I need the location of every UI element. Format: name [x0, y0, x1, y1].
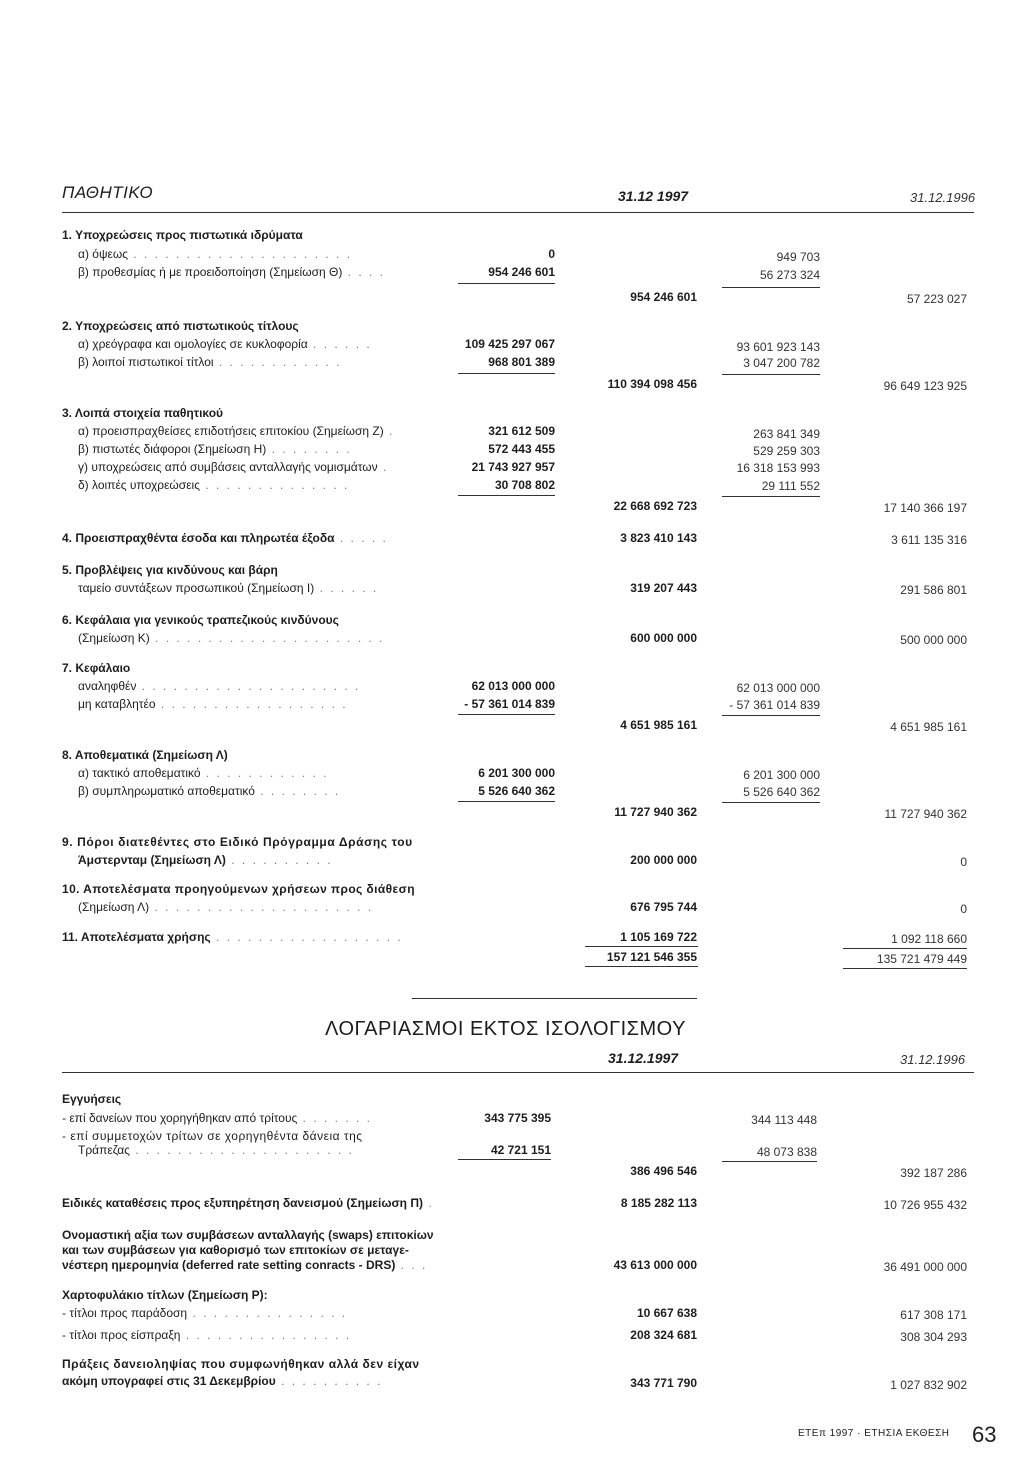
grand-double-rule-1997 — [585, 966, 698, 967]
s1-sub-rule-1996 — [722, 287, 820, 288]
section-9-title: 9. Πόροι διατεθέντες στο Ειδικό Πρόγραμμα Δράσης του — [62, 835, 413, 849]
s9-line2: Άμστερνταμ (Σημείωση Λ) . . . . . . . . . . — [78, 853, 333, 867]
footer-text: ΕΤΕπ 1997 · ΕΤΗΣΙΑ ΕΚΘΕΣΗ — [798, 1428, 950, 1439]
special-deposits-1996: 10 726 955 432 — [883, 1198, 967, 1212]
s7-total-1996: 4 651 985 161 — [890, 720, 967, 734]
portfolio-a-label: - τίτλοι προς παράδοση . . . . . . . . . . . . . . . — [62, 1306, 348, 1320]
s8-b-1996: 5 526 640 362 — [743, 785, 820, 799]
section-2-title: 2. Υποχρεώσεις από πιστωτικούς τίτλους — [62, 319, 299, 333]
s9-total-1997: 200 000 000 — [630, 853, 697, 867]
s10-line2: (Σημείωση Λ) . . . . . . . . . . . . . . . . . . . . . — [78, 900, 374, 914]
loans-1997: 343 771 790 — [630, 1376, 697, 1390]
s1-total-1996: 57 223 027 — [906, 292, 967, 306]
portfolio-a-1996: 617 308 171 — [900, 1308, 967, 1322]
guarantees-total-1997: 386 496 546 — [630, 1164, 697, 1178]
offbalance-column-header-1996: 31.12.1996 — [900, 1052, 966, 1067]
s10-total-1996: 0 — [960, 902, 967, 916]
grand-rule-1997 — [585, 946, 698, 947]
s7-b-label: μη καταβλητέο . . . . . . . . . . . . . . . . . . — [78, 697, 348, 711]
loans-line2: ακόμη υπογραφεί στις 31 Δεκεμβρίου . . . . . . . . . . — [62, 1374, 383, 1388]
s4-total-1996: 3 611 135 316 — [891, 533, 967, 547]
s2-sub-rule-1996 — [722, 374, 820, 375]
grand-total-1997: 157 121 546 355 — [606, 950, 697, 964]
s8-a-1996: 6 201 300 000 — [743, 768, 820, 782]
s1-sub-rule-1997 — [458, 283, 555, 284]
s5-total-1996: 291 586 801 — [900, 583, 967, 597]
s2-a-label: α) χρεόγραφα και ομολογίες σε κυκλοφορία . . . . . . — [78, 337, 372, 351]
guarantees-sub-rule-1996 — [722, 1161, 817, 1162]
guarantees-b-1996: 48 073 838 — [756, 1145, 817, 1159]
loans-line1: Πράξεις δανειοληψίας που συμφωνήθηκαν αλλά δεν είχαν — [62, 1357, 420, 1371]
s1-a-1996: 949 703 — [776, 250, 820, 264]
s8-b-1997: 5 526 640 362 — [478, 784, 555, 798]
section-7-title: 7. Κεφάλαιο — [62, 661, 131, 675]
s3-a-1996: 263 841 349 — [753, 427, 820, 441]
section-title-liabilities: ΠΑΘΗΤΙΚΟ — [62, 183, 154, 202]
s1-total-1997: 954 246 601 — [630, 290, 697, 304]
section-8-title: 8. Αποθεματικά (Σημείωση Λ) — [62, 748, 228, 762]
s4-total-1997: 3 823 410 143 — [620, 531, 697, 545]
guarantees-a-1996: 344 113 448 — [751, 1113, 817, 1127]
loans-1996: 1 027 832 902 — [890, 1378, 967, 1392]
portfolio-b-label: - τίτλοι προς είσπραξη . . . . . . . . . . . . . . . . — [62, 1328, 352, 1342]
s3-total-1997: 22 668 692 723 — [613, 499, 697, 513]
s3-c-1996: 16 318 153 993 — [736, 461, 820, 475]
s7-b-1996: - 57 361 014 839 — [729, 698, 820, 712]
s5-total-1997: 319 207 443 — [630, 581, 697, 595]
swaps-line3: νέστερη ημερομηνία (deferred rate setting conracts - DRS) . . . — [62, 1258, 428, 1272]
special-deposits-title: Ειδικές καταθέσεις προς εξυπηρέτηση δανεισμού (Σημείωση Π) . — [62, 1196, 434, 1210]
s7-a-1996: 62 013 000 000 — [736, 681, 820, 695]
guarantees-b-line1: - επί συμμετοχών τρίτων σε χορηγηθέντα δάνεια της — [62, 1129, 363, 1143]
s2-b-label: β) λοιποί πιστωτικοί τίτλοι . . . . . . . . . . . . — [78, 355, 342, 369]
grand-double-rule-1996 — [843, 968, 967, 969]
swaps-line2: και των συμβάσεων για καθορισμό των επιτοκίων σε μεταγε- — [62, 1243, 409, 1257]
s6-total-1996: 500 000 000 — [900, 633, 967, 647]
guarantees-b-1997: 42 721 151 — [490, 1143, 551, 1157]
section-4-title: 4. Προεισπραχθέντα έσοδα και πληρωτέα έξοδα . . . . . — [62, 531, 388, 545]
column-header-1997: 31.12 1997 — [618, 188, 689, 204]
s8-sub-rule-1997 — [458, 801, 555, 802]
s3-d-1997: 30 708 802 — [494, 478, 555, 492]
s8-a-1997: 6 201 300 000 — [478, 766, 555, 780]
s3-c-label: γ) υποχρεώσεις από συμβάσεις ανταλλαγής νομισμάτων . — [78, 460, 389, 474]
s6-total-1997: 600 000 000 — [630, 631, 697, 645]
guarantees-b-line2: Τράπεζας . . . . . . . . . . . . . . . . . . . . . — [78, 1143, 354, 1157]
s11-total-1997: 1 105 169 722 — [620, 930, 697, 944]
swaps-1997: 43 613 000 000 — [613, 1258, 697, 1272]
guarantees-title: Εγγυήσεις — [62, 1092, 122, 1106]
s2-a-1996: 93 601 923 143 — [736, 340, 820, 354]
s7-sub-rule-1996 — [722, 715, 820, 716]
offbalance-top-rule — [412, 998, 697, 999]
s7-total-1997: 4 651 985 161 — [620, 718, 697, 732]
s3-total-1996: 17 140 366 197 — [883, 501, 967, 515]
offbalance-column-header-1997: 31.12.1997 — [608, 1050, 679, 1066]
s1-b-1997: 954 246 601 — [488, 265, 555, 279]
s8-total-1997: 11 727 940 362 — [614, 805, 697, 819]
s8-total-1996: 11 727 940 362 — [884, 807, 967, 821]
s7-a-label: αναληφθέν . . . . . . . . . . . . . . . . . . . . . — [78, 679, 361, 693]
section-title-offbalance: ΛΟΓΑΡΙΑΣΜΟΙ ΕΚΤΟΣ ΙΣΟΛΟΓΙΣΜΟΥ — [325, 1018, 686, 1040]
s3-a-label: α) προεισπραχθείσες επιδοτήσεις επιτοκίου (Σημείωση Ζ) . — [78, 424, 395, 438]
s8-b-label: β) συμπληρωματικό αποθεματικό . . . . . . . . — [78, 784, 341, 798]
s1-a-label: α) όψεως . . . . . . . . . . . . . . . . . . . . . — [78, 247, 353, 261]
s1-a-1997: 0 — [548, 247, 555, 261]
s3-d-1996: 29 111 552 — [761, 479, 820, 493]
guarantees-a-1997: 343 775 395 — [484, 1111, 551, 1125]
s6-line2: (Σημείωση Κ) . . . . . . . . . . . . . . . . . . . . . . — [78, 631, 385, 645]
s2-b-1997: 968 801 389 — [488, 355, 555, 369]
column-header-1996: 31.12.1996 — [910, 190, 976, 205]
s2-b-1996: 3 047 200 782 — [743, 356, 820, 370]
s2-sub-rule-1997 — [458, 373, 555, 374]
section-3-title: 3. Λοιπά στοιχεία παθητικού — [62, 406, 224, 420]
section-1-title: 1. Υποχρεώσεις προς πιστωτικά ιδρύματα — [62, 228, 303, 242]
grand-total-1996: 135 721 479 449 — [876, 952, 967, 966]
section-6-title: 6. Κεφάλαια για γενικούς τραπεζικούς κινδύνους — [62, 613, 339, 627]
s3-sub-rule-1996 — [722, 496, 820, 497]
s1-b-label: β) προθεσμίας ή με προειδοποίηση (Σημείωση Θ) . . . . — [78, 265, 385, 279]
guarantees-sub-rule-1997 — [458, 1159, 551, 1160]
s3-d-label: δ) λοιπές υποχρεώσεις . . . . . . . . . . . . . . — [78, 478, 350, 492]
offbalance-header-rule — [62, 1072, 974, 1073]
s5-line2: ταμείο συντάξεων προσωπικού (Σημείωση Ι) . . . . . . — [78, 581, 379, 595]
section-10-title: 10. Αποτελέσματα προηγούμενων χρήσεων προς διάθεση — [62, 882, 415, 896]
s3-c-1997: 21 743 927 957 — [471, 460, 555, 474]
page-number: 63 — [972, 1422, 997, 1447]
section-11-title: 11. Αποτελέσματα χρήσης . . . . . . . . . . . . . . . . . . — [62, 930, 403, 944]
special-deposits-1997: 8 185 282 113 — [620, 1196, 697, 1210]
grand-rule-1996 — [843, 948, 967, 949]
s9-total-1996: 0 — [960, 855, 967, 869]
s3-b-1997: 572 443 455 — [488, 442, 555, 456]
s1-b-1996: 56 273 324 — [759, 268, 820, 282]
s7-a-1997: 62 013 000 000 — [471, 679, 555, 693]
s8-sub-rule-1996 — [722, 802, 820, 803]
guarantees-total-1996: 392 187 286 — [900, 1166, 967, 1180]
portfolio-b-1996: 308 304 293 — [900, 1330, 967, 1344]
header-rule — [62, 212, 974, 213]
s2-total-1996: 96 649 123 925 — [883, 379, 967, 393]
s3-b-1996: 529 259 303 — [753, 444, 820, 458]
s10-total-1997: 676 795 744 — [630, 900, 697, 914]
guarantees-a-label: - επί δανείων που χορηγήθηκαν από τρίτους . . . . . . . — [62, 1111, 373, 1125]
s3-sub-rule-1997 — [458, 495, 555, 496]
swaps-1996: 36 491 000 000 — [883, 1260, 967, 1274]
s8-a-label: α) τακτικό αποθεματικό . . . . . . . . . . . . — [78, 766, 329, 780]
s3-b-label: β) πιστωτές διάφοροι (Σημείωση Η) . . . . . . . . — [78, 442, 352, 456]
section-5-title: 5. Προβλέψεις για κινδύνους και βάρη — [62, 563, 278, 577]
s3-a-1997: 321 612 509 — [488, 424, 555, 438]
s7-b-1997: - 57 361 014 839 — [464, 697, 555, 711]
s7-sub-rule-1997 — [458, 714, 555, 715]
swaps-line1: Ονομαστική αξία των συμβάσεων ανταλλαγής (swaps) επιτοκίων — [62, 1228, 434, 1242]
portfolio-title: Χαρτοφυλάκιο τίτλων (Σημείωση Ρ): — [62, 1288, 268, 1302]
portfolio-a-1997: 10 667 638 — [636, 1306, 697, 1320]
portfolio-b-1997: 208 324 681 — [630, 1328, 697, 1342]
s2-a-1997: 109 425 297 067 — [464, 337, 555, 351]
s2-total-1997: 110 394 098 456 — [607, 377, 697, 391]
s11-total-1996: 1 092 118 660 — [891, 932, 967, 946]
